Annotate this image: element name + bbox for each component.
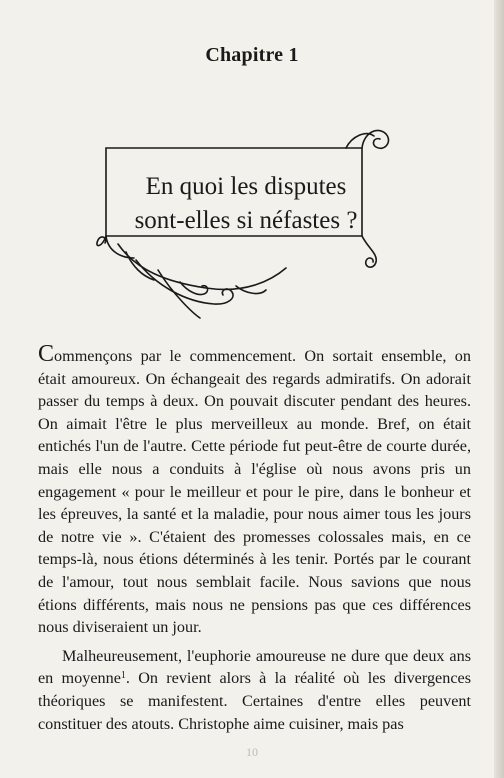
- footnote-marker: 1: [120, 670, 126, 682]
- paragraph-1-text: ommençons par le commencement. On sortait ensemble, on était amoureux. On échangeait des regards admiratifs. On adorait passer du temps à deux. On pouvait discuter pendant des heures. On aimait l'être le plus merveilleux au monde. Bref, on était entichés l'un de l'autre. Cette période fut peut-être de courte durée, mais elle nous a conduits à l'église où nous avons pris un engagement « pour le meilleur et pour le pire, dans le bonheur et les épreuves, la santé et la maladie, pour nous aimer tous les jours de notre vie ». C'étaient des promesses colossales mais, en ce temps-là, nous étions déterminés à les tenir. Portés par le courant de l'amour, tout nous semblait facile. Nous savions que nous étions différents, mais nous ne pensions pas que ces différences nous diviseraient un jour.: [38, 347, 471, 637]
- chapter-title-line2: sont-elles si néfastes ?: [134, 207, 358, 234]
- drop-capital: C: [38, 341, 55, 367]
- page-number: 10: [246, 745, 258, 759]
- body-text: [38, 341, 471, 735]
- chapter-label: Chapitre 1: [205, 44, 299, 66]
- paragraph-2-text-a: Malheureusement, l'euphorie amoureuse ne dure que deux ans en moyenne: [38, 646, 471, 688]
- paragraph-2-text-b: . On revient alors à la réalité où les divergences théoriques se manifestent. Certaines d'entre elles peuvent constituer des atouts. Christophe aime cuisiner, mais pas: [38, 669, 471, 733]
- paragraph-2: [38, 645, 471, 735]
- page-edge: [494, 0, 504, 778]
- chapter-title-line1: En quoi les disputes: [145, 173, 347, 200]
- paragraph-1: [38, 341, 471, 639]
